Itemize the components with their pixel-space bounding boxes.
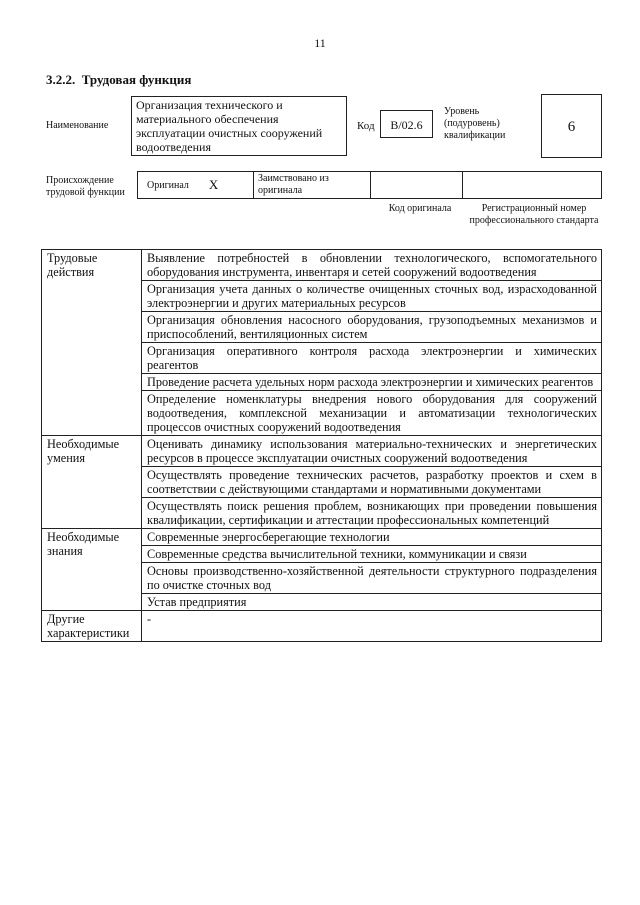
qualification-level-label: Уровень (подуровень) квалификации (444, 106, 506, 141)
name-label: Наименование (46, 120, 109, 131)
original-label: Оригинал (147, 179, 189, 191)
item-cell: Определение номенклатуры внедрения нового оборудования для сооружений водоотведения, комплексной механизации и автоматизации технологических процессов очистных сооружений водоотведения (142, 391, 602, 436)
origin-row (137, 171, 602, 199)
item-cell: Современные средства вычислительной техники, коммуникации и связи (142, 546, 602, 563)
item-cell: Осуществлять поиск решения проблем, возникающих при проведении повышения квалификации, сертификации и аттестации профессиональных компетенций (142, 498, 602, 529)
item-cell: Организация обновления насосного оборудования, грузоподъемных механизмов и приспособлений, вентиляционных систем (142, 312, 602, 343)
origin-label: Происхождение трудовой функции (46, 175, 125, 198)
function-name-box: Организация технического и материального обеспечения эксплуатации очистных сооружений водоотведения (131, 96, 347, 156)
item-cell: Осуществлять проведение технических расчетов, разработку проектов и схем в соответствии с действующими стандартами и нормативными документами (142, 467, 602, 498)
item-cell: Организация оперативного контроля расхода электроэнергии и химических реагентов (142, 343, 602, 374)
category-cell: Трудовые действия (42, 250, 142, 436)
item-cell: Выявление потребностей в обновлении технологического, вспомогательного оборудования инструмента, инвентаря и сетей сооружений водоотведения (142, 250, 602, 281)
table-row (42, 250, 602, 281)
item-cell: Оценивать динамику использования материально-технических и энергетических ресурсов в процессе эксплуатации очистных сооружений водоотведения (142, 436, 602, 467)
section-title (46, 72, 191, 88)
code-value-box: В/02.6 (380, 110, 433, 138)
item-cell: Проведение расчета удельных норм расхода электроэнергии и химических реагентов (142, 374, 602, 391)
section-number: 3.2.2. (46, 72, 76, 87)
original-cell (137, 171, 254, 199)
code-original-cell (371, 171, 463, 199)
original-mark: X (208, 177, 219, 192)
category-cell: Необходимые умения (42, 436, 142, 529)
item-cell: - (142, 611, 602, 642)
function-table (41, 249, 602, 642)
section-heading: Трудовая функция (81, 72, 192, 87)
borrowed-cell: Заимствовано из оригинала (254, 171, 371, 199)
item-cell: Организация учета данных о количестве очищенных сточных вод, израсходованной электроэнергии и других материальных ресурсов (142, 281, 602, 312)
table-row (42, 529, 602, 546)
table-row (42, 611, 602, 642)
page-number: 11 (314, 36, 326, 50)
reg-number-label: Регистрационный номер профессионального стандарта (469, 203, 599, 226)
item-cell: Основы производственно-хозяйственной деятельности структурного подразделения по очистке сточных вод (142, 563, 602, 594)
category-cell: Другие характеристики (42, 611, 142, 642)
code-label: Код (357, 120, 375, 132)
qualification-level-box: 6 (541, 94, 602, 158)
category-cell: Необходимые знания (42, 529, 142, 611)
item-cell: Устав предприятия (142, 594, 602, 611)
code-original-label: Код оригинала (388, 203, 452, 214)
item-cell: Современные энергосберегающие технологии (142, 529, 602, 546)
reg-number-cell (463, 171, 602, 199)
table-row (42, 436, 602, 467)
function-table-body (42, 250, 602, 642)
